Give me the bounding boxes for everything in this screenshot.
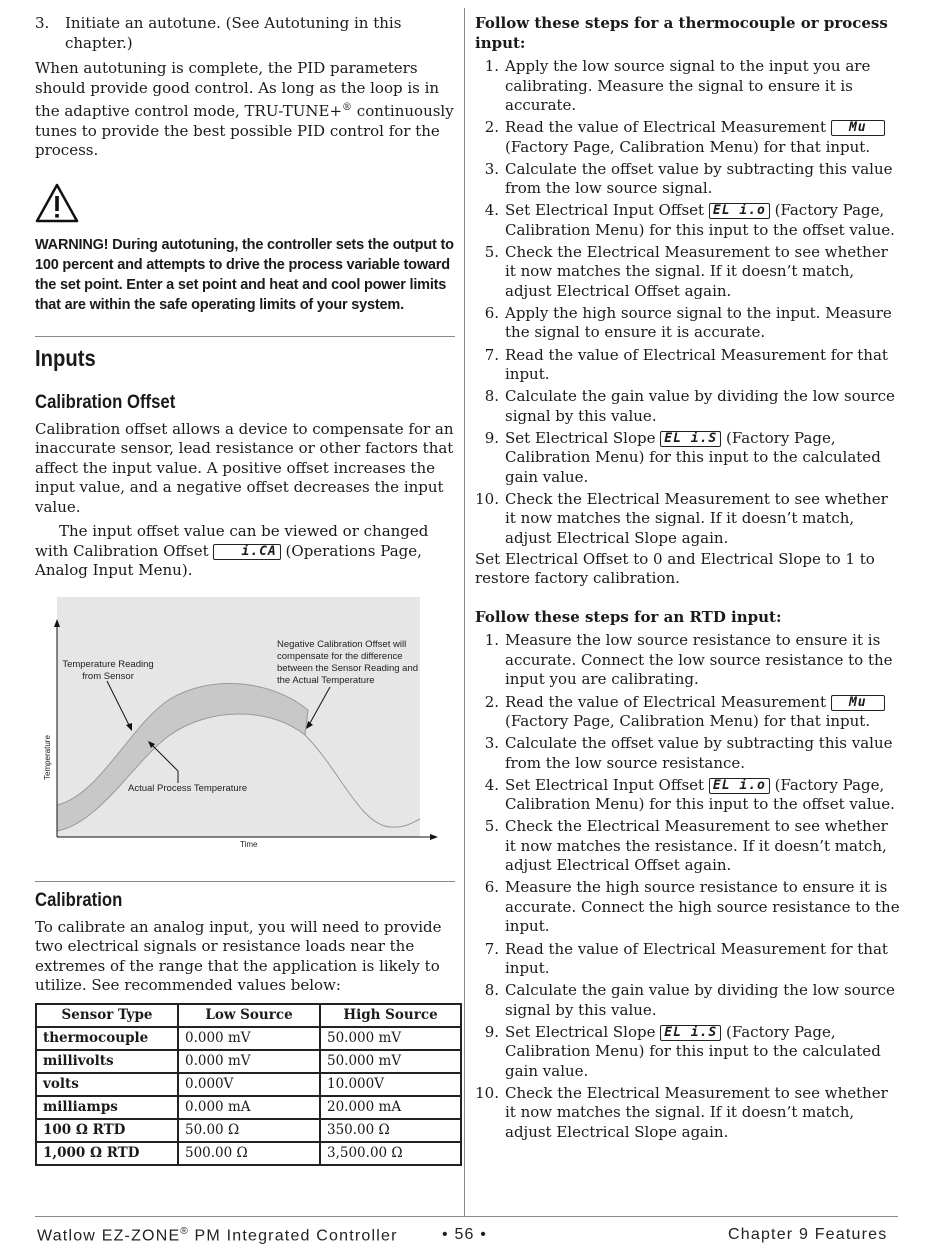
column-header: High Source — [320, 1004, 461, 1027]
parameter-display-icon: EL i.S — [660, 431, 721, 447]
parameter-display-icon: Mu — [831, 695, 885, 711]
step-text: Calculate the offset value by subtracting this value from the low source resistance. — [505, 734, 893, 772]
table-row — [36, 1119, 461, 1142]
table-row — [36, 1073, 461, 1096]
list-item — [475, 631, 900, 690]
step-text: Set Electrical Input Offset EL i.o (Factory Page, Calibration Menu) for this input to the offset value. — [505, 775, 895, 814]
list-item — [475, 1084, 900, 1143]
table-cell: 100 Ω RTD — [36, 1119, 178, 1142]
table-cell: milliamps — [36, 1096, 178, 1119]
step-text: Set Electrical Slope EL i.S (Factory Page, Calibration Menu) for this input to the calculated gain value. — [505, 428, 881, 486]
table-row — [36, 1027, 461, 1050]
table-cell: 50.000 mV — [320, 1027, 461, 1050]
step-text: Set Electrical Slope EL i.S (Factory Page, Calibration Menu) for this input to the calculated gain value. — [505, 1022, 881, 1080]
step-text: Calculate the gain value by dividing the low source signal by this value. — [505, 981, 895, 1019]
column-header: Low Source — [178, 1004, 320, 1027]
calibration-offset-figure — [40, 595, 455, 859]
step-number: 3. — [484, 734, 499, 753]
step-number: 5. — [484, 242, 499, 261]
table-cell: 0.000 mV — [178, 1027, 320, 1050]
section-rule — [35, 336, 455, 337]
table-cell: thermocouple — [36, 1027, 178, 1050]
table-cell: 50.000 mV — [320, 1050, 461, 1073]
table-cell: 500.00 Ω — [178, 1142, 320, 1165]
table-cell: 0.000 mA — [178, 1096, 320, 1119]
table-cell: 20.000 mA — [320, 1096, 461, 1119]
table-cell: 50.00 Ω — [178, 1119, 320, 1142]
x-axis-label: Time — [240, 839, 258, 849]
table-cell: 10.000V — [320, 1073, 461, 1096]
step-text: Read the value of Electrical Measurement for that input. — [505, 939, 888, 977]
autotune-step — [35, 14, 455, 53]
table-cell: 1,000 Ω RTD — [36, 1142, 178, 1165]
table-cell: 350.00 Ω — [320, 1119, 461, 1142]
list-item — [475, 734, 900, 773]
list-item — [475, 878, 900, 937]
right-column — [475, 14, 900, 1145]
step-number: 9. — [484, 428, 499, 447]
label-temp-reading: Temperature Reading from Sensor — [62, 658, 154, 682]
step-number: 4. — [484, 775, 499, 794]
calibration-offset-heading: Calibration Offset — [35, 391, 176, 413]
parameter-display-icon: EL i.S — [660, 1025, 721, 1041]
step-text: Measure the high source resistance to ensure it is accurate. Connect the high source resistance to the input. — [505, 878, 900, 936]
label-actual-temp: Actual Process Temperature — [128, 782, 248, 794]
step-number: 10. — [475, 489, 499, 508]
calibration-offset-paragraph: Calibration offset allows a device to compensate for an inaccurate sensor, lead resistance or other factors that affect the input value. A positive offset increases the input value, and a negative offset decreases the input value. — [35, 419, 454, 516]
list-item — [475, 693, 900, 732]
footer-title: Watlow EZ-ZONE® PM Integrated Controller — [37, 1226, 398, 1245]
parameter-display-icon: EL i.o — [709, 203, 770, 219]
table-cell: volts — [36, 1073, 178, 1096]
table-row — [36, 1142, 461, 1165]
step-number: 8. — [484, 387, 499, 406]
list-item — [475, 817, 900, 876]
list-item — [475, 429, 900, 488]
step-number: 6. — [484, 878, 499, 897]
calibration-paragraph: To calibrate an analog input, you will need to provide two electrical signals or resistance loads near the extremes of the range that the application is likely to utilize. See recommended values below: — [35, 917, 442, 994]
list-item — [475, 57, 900, 116]
step-number: 7. — [484, 939, 499, 958]
step-number: 2. — [484, 692, 499, 711]
list-item — [475, 387, 900, 426]
inputs-heading: Inputs — [35, 344, 96, 371]
step-number: 10. — [475, 1083, 499, 1102]
step-number: 5. — [484, 817, 499, 836]
step-text: Check the Electrical Measurement to see whether it now matches the signal. If it doesn’t match, adjust Electrical Slope again. — [505, 1083, 888, 1141]
step-text: Apply the high source signal to the input. Measure the signal to ensure it is accurate. — [505, 303, 892, 342]
step-text: Calculate the gain value by dividing the low source signal by this value. — [505, 387, 895, 425]
step-text: Initiate an autotune. (See Autotuning in this chapter.) — [65, 14, 402, 52]
footer-rule — [35, 1216, 898, 1217]
column-header: Sensor Type — [36, 1004, 178, 1027]
list-item — [475, 776, 900, 815]
autotune-paragraph: When autotuning is complete, the PID parameters should provide good control. As long as the loop is in the adaptive control mode, TRU-TUNE+® continuously tunes to provide the best possible PID control for the process. — [35, 59, 454, 159]
calibration-offset-display-icon: i.CA — [213, 544, 280, 560]
label-negative-offset: Negative Calibration Offset will compensate for the difference between the Sensor Reading and the Actual Temperature — [277, 638, 419, 686]
table-cell: millivolts — [36, 1050, 178, 1073]
parameter-display-icon: Mu — [831, 120, 885, 136]
table-cell: 3,500.00 Ω — [320, 1142, 461, 1165]
list-item — [475, 118, 900, 157]
step-text: Read the value of Electrical Measurement for that input. — [505, 345, 888, 384]
column-divider — [464, 8, 465, 1216]
step-number: 1. — [484, 631, 499, 650]
table-cell: 0.000V — [178, 1073, 320, 1096]
table-header-row — [36, 1004, 461, 1027]
step-number: 7. — [484, 345, 499, 364]
step-number: 3. — [35, 14, 50, 32]
calibration-offset-paragraph-2: The input offset value can be viewed or changed with Calibration Offset i.CA (Operations Page, Analog Input Menu). — [35, 522, 429, 579]
rtd-steps-list — [475, 631, 900, 1142]
calibration-source-table — [35, 1003, 462, 1166]
step-text: Check the Electrical Measurement to see whether it now matches the signal. If it doesn’t match, adjust Electrical Offset again. — [505, 242, 888, 300]
list-item — [475, 1023, 900, 1082]
step-text: Calculate the offset value by subtracting this value from the low source signal. — [505, 159, 893, 198]
list-item — [475, 160, 900, 199]
step-number: 8. — [484, 981, 499, 1000]
left-column — [35, 14, 455, 1166]
step-text: Measure the low source resistance to ensure it is accurate. Connect the low source resistance to the input you are calibrating. — [505, 631, 893, 689]
table-row — [36, 1096, 461, 1119]
rtd-steps-heading: Follow these steps for an RTD input: — [475, 607, 782, 626]
warning-text: WARNING! During autotuning, the controller sets the output to 100 percent and attempts to drive the process variable toward the set point. Enter a set point and heat and cool power limits that are within the safe operating limits of your system. — [35, 236, 454, 313]
list-item — [475, 490, 900, 549]
restore-factory-text: Set Electrical Offset to 0 and Electrical Slope to 1 to restore factory calibration. — [475, 549, 875, 588]
parameter-display-icon: EL i.o — [709, 778, 770, 794]
step-number: 4. — [484, 201, 499, 220]
section-rule — [35, 881, 455, 882]
step-text: Read the value of Electrical Measurement Mu (Factory Page, Calibration Menu) for that input. — [505, 118, 900, 157]
step-text: Check the Electrical Measurement to see whether it now matches the resistance. If it doesn’t match, adjust Electrical Offset again. — [505, 817, 888, 875]
page-number: • 56 • — [442, 1226, 488, 1243]
step-number: 3. — [484, 159, 499, 178]
y-axis-label: Temperature — [43, 734, 52, 780]
step-number: 2. — [484, 118, 499, 137]
list-item — [475, 243, 900, 302]
step-text: Check the Electrical Measurement to see whether it now matches the signal. If it doesn’t match, adjust Electrical Slope again. — [505, 489, 888, 547]
list-item — [475, 346, 900, 385]
table-cell: 0.000 mV — [178, 1050, 320, 1073]
table-row — [36, 1050, 461, 1073]
step-text: Set Electrical Input Offset EL i.o (Factory Page, Calibration Menu) for this input to the offset value. — [505, 201, 895, 239]
thermocouple-steps-list — [475, 57, 900, 548]
step-number: 9. — [484, 1022, 499, 1041]
step-number: 1. — [484, 57, 499, 75]
warning-icon — [35, 183, 455, 227]
calibration-heading: Calibration — [35, 889, 123, 911]
list-item — [475, 304, 900, 343]
step-text: Apply the low source signal to the input you are calibrating. Measure the signal to ensure it is accurate. — [505, 57, 871, 114]
step-text: Read the value of Electrical Measurement Mu (Factory Page, Calibration Menu) for that input. — [505, 693, 900, 732]
list-item — [475, 201, 900, 240]
step-number: 6. — [484, 303, 499, 322]
list-item — [475, 981, 900, 1020]
list-item — [475, 940, 900, 979]
footer-chapter: Chapter 9 Features — [728, 1226, 888, 1243]
thermocouple-steps-heading: Follow these steps for a thermocouple or process input: — [475, 14, 888, 52]
